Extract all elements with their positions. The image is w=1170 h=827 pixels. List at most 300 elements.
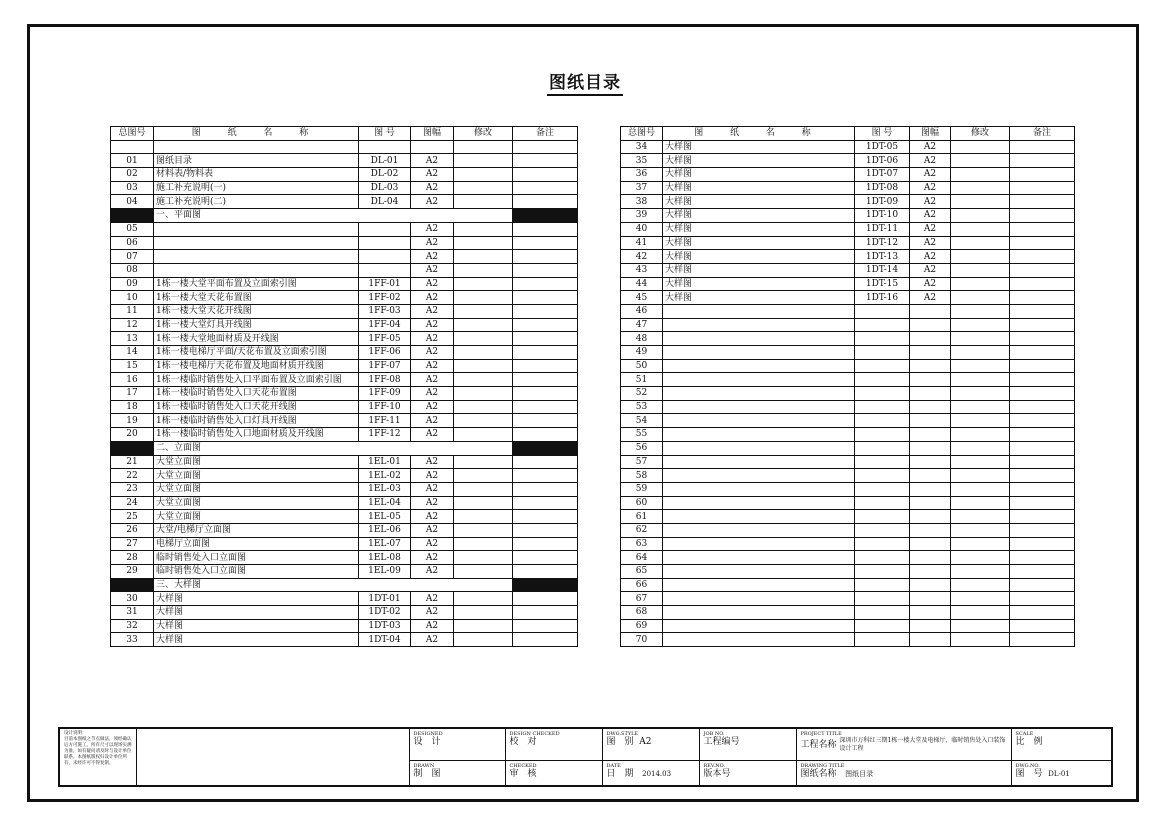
drawing-name: 1栋一楼大堂天花布置图 <box>154 291 359 305</box>
drawing-no: 30 <box>111 592 154 606</box>
drawing-rev <box>951 414 1010 428</box>
drawing-remark <box>513 496 578 510</box>
drawing-size: A2 <box>411 346 454 360</box>
section-marker <box>111 441 154 455</box>
drawing-rev <box>454 181 513 195</box>
drawing-name <box>154 263 359 277</box>
empty-cell <box>359 140 411 154</box>
page-title <box>0 68 1170 93</box>
drawing-remark <box>1010 510 1075 524</box>
project-title-line <box>801 737 1007 753</box>
drawing-code: DL-04 <box>359 195 411 209</box>
table-row <box>621 222 1075 236</box>
drawing-size: A2 <box>411 633 454 647</box>
table-row <box>621 510 1075 524</box>
drawing-name: 大样图 <box>663 277 855 291</box>
drawing-size: A2 <box>411 304 454 318</box>
drawing-code: 1EL-02 <box>359 469 411 483</box>
table-row <box>111 195 578 209</box>
drawing-size: A2 <box>411 482 454 496</box>
drawing-no: 48 <box>621 332 663 346</box>
drawing-rev <box>454 250 513 264</box>
drawing-name: 1栋一楼电梯厅平面/天花布置及立面索引图 <box>154 346 359 360</box>
drawing-name: 电梯厅立面图 <box>154 537 359 551</box>
drawing-no: 11 <box>111 304 154 318</box>
drawing-size <box>910 428 951 442</box>
drawing-no: 26 <box>111 523 154 537</box>
drawing-no: 16 <box>111 373 154 387</box>
drawing-rev <box>951 168 1010 182</box>
drawing-no: 49 <box>621 346 663 360</box>
drawing-no: 31 <box>111 606 154 620</box>
drawing-remark <box>1010 236 1075 250</box>
drawing-name: 大样图 <box>663 236 855 250</box>
drawing-name <box>663 496 855 510</box>
drawing-no: 57 <box>621 455 663 469</box>
drawing-size: A2 <box>411 565 454 579</box>
drawing-size: A2 <box>411 222 454 236</box>
table-row <box>111 304 578 318</box>
drawing-remark <box>1010 332 1075 346</box>
drawing-code: 1DT-15 <box>855 277 910 291</box>
table-row <box>621 195 1075 209</box>
scale-label: SCALE <box>1015 731 1034 737</box>
drawing-name: 1栋一楼大堂平面布置及立面索引图 <box>154 277 359 291</box>
drawing-rev <box>951 387 1010 401</box>
drawing-size: A2 <box>411 277 454 291</box>
section-name: 一、平面图 <box>154 209 513 223</box>
table-row <box>111 222 578 236</box>
drawing-code: 1DT-10 <box>855 209 910 223</box>
table-row <box>111 469 578 483</box>
drawing-rev <box>951 140 1010 154</box>
drawing-size <box>910 332 951 346</box>
drawing-rev <box>454 195 513 209</box>
drawing-no: 58 <box>621 469 663 483</box>
table-row <box>621 359 1075 373</box>
drawing-name <box>663 523 855 537</box>
table-row <box>111 291 578 305</box>
drawing-size: A2 <box>411 195 454 209</box>
drawing-code: 1FF-10 <box>359 400 411 414</box>
table-row <box>621 277 1075 291</box>
drawing-size <box>910 304 951 318</box>
drawing-remark <box>1010 346 1075 360</box>
drawing-no: 02 <box>111 168 154 182</box>
drawing-remark <box>513 277 578 291</box>
title-block <box>58 727 1113 787</box>
drawing-rev <box>951 250 1010 264</box>
drawing-no: 29 <box>111 565 154 579</box>
drawing-name: 图纸目录 <box>154 154 359 168</box>
table-row <box>621 537 1075 551</box>
table-row <box>111 181 578 195</box>
drawing-remark <box>1010 592 1075 606</box>
drawing-rev <box>454 373 513 387</box>
table-row <box>111 482 578 496</box>
drawing-name <box>663 373 855 387</box>
project-title-label: PROJECT TITLE <box>800 731 842 737</box>
table-row <box>621 619 1075 633</box>
drawing-name <box>663 469 855 483</box>
drawing-remark <box>1010 537 1075 551</box>
drawing-code: 1FF-11 <box>359 414 411 428</box>
table-row <box>111 428 578 442</box>
designed-label: DESIGNED <box>413 731 443 737</box>
drawing-code: 1FF-04 <box>359 318 411 332</box>
drawing-size: A2 <box>910 195 951 209</box>
drawing-name <box>663 346 855 360</box>
drawing-name: 大堂立面图 <box>154 469 359 483</box>
drawing-code: 1FF-09 <box>359 387 411 401</box>
drawing-remark <box>513 168 578 182</box>
drawing-no: 04 <box>111 195 154 209</box>
drawing-code: 1FF-03 <box>359 304 411 318</box>
drawing-code: 1EL-04 <box>359 496 411 510</box>
drawing-no: 38 <box>621 195 663 209</box>
drawing-name <box>663 441 855 455</box>
drawing-no: 19 <box>111 414 154 428</box>
drawing-size: A2 <box>411 592 454 606</box>
table-row <box>111 250 578 264</box>
drawing-rev <box>951 154 1010 168</box>
drawing-remark <box>513 304 578 318</box>
drawing-remark <box>513 619 578 633</box>
drawing-rev <box>454 400 513 414</box>
date-value: 日 期 <box>606 769 634 780</box>
date-cell <box>602 761 699 786</box>
drawing-code: 1DT-09 <box>855 195 910 209</box>
drawing-code <box>359 236 411 250</box>
drawing-remark <box>513 551 578 565</box>
drawing-code: DL-01 <box>359 154 411 168</box>
drawing-no: 08 <box>111 263 154 277</box>
drawing-size <box>910 565 951 579</box>
drawing-remark <box>1010 428 1075 442</box>
drawing-rev <box>951 578 1010 592</box>
drawing-size: A2 <box>411 414 454 428</box>
drawing-rev <box>951 359 1010 373</box>
drawing-size: A2 <box>910 168 951 182</box>
drawing-no: 05 <box>111 222 154 236</box>
drawing-remark <box>513 195 578 209</box>
drawing-code <box>855 359 910 373</box>
drawing-code: 1FF-01 <box>359 277 411 291</box>
drawing-code <box>855 304 910 318</box>
table-row <box>111 565 578 579</box>
drawing-remark <box>513 633 578 647</box>
table-row <box>111 633 578 647</box>
drawing-code: 1EL-09 <box>359 565 411 579</box>
drawing-code: 1DT-08 <box>855 181 910 195</box>
drawing-rev <box>951 209 1010 223</box>
drawing-size <box>910 633 951 647</box>
table-row <box>621 565 1075 579</box>
table-row <box>621 318 1075 332</box>
drawing-code <box>855 482 910 496</box>
drawing-size <box>910 346 951 360</box>
drawing-code <box>855 469 910 483</box>
drawing-name <box>663 578 855 592</box>
table-row <box>111 400 578 414</box>
drawing-name: 施工补充说明(一) <box>154 181 359 195</box>
drawing-name <box>663 400 855 414</box>
drawing-no: 44 <box>621 277 663 291</box>
drawing-code <box>359 250 411 264</box>
drawing-size: A2 <box>411 318 454 332</box>
drawing-size: A2 <box>910 140 951 154</box>
drawing-no: 56 <box>621 441 663 455</box>
project-name: 深圳市万科红三期1栋一楼大堂及电梯厅、临时销售处入口装饰设计工程 <box>839 737 1006 752</box>
drawing-no: 10 <box>111 291 154 305</box>
header-size: 图幅 <box>910 127 951 141</box>
drawing-name: 大堂立面图 <box>154 510 359 524</box>
table-row <box>621 633 1075 647</box>
table-row <box>621 209 1075 223</box>
empty-cell <box>454 140 513 154</box>
drawing-rev <box>951 222 1010 236</box>
drawing-name: 大样图 <box>154 592 359 606</box>
drawing-name: 大堂立面图 <box>154 482 359 496</box>
drawing-size <box>910 523 951 537</box>
drawing-name <box>663 414 855 428</box>
header-name <box>663 127 855 141</box>
drawing-remark <box>513 318 578 332</box>
drawing-size <box>910 482 951 496</box>
empty-cell <box>513 140 578 154</box>
drawing-no: 55 <box>621 428 663 442</box>
drawing-rev <box>454 414 513 428</box>
drawing-no: 35 <box>621 154 663 168</box>
section-marker <box>513 441 578 455</box>
drawing-size: A2 <box>411 606 454 620</box>
designed-value: 设 计 <box>413 737 441 747</box>
drawing-code: 1DT-01 <box>359 592 411 606</box>
drawing-remark <box>513 263 578 277</box>
table-row <box>111 455 578 469</box>
checked-label: CHECKED <box>509 763 537 770</box>
section-marker <box>111 209 154 223</box>
drawing-name <box>663 359 855 373</box>
drawing-code: 1DT-11 <box>855 222 910 236</box>
drawing-rev <box>951 606 1010 620</box>
drawing-remark <box>1010 168 1075 182</box>
project-title-value: 工程名称 <box>800 739 837 750</box>
table-row <box>621 140 1075 154</box>
drawing-code: 1EL-06 <box>359 523 411 537</box>
drawing-no: 61 <box>621 510 663 524</box>
drawing-remark <box>513 236 578 250</box>
drawing-code <box>855 565 910 579</box>
drawing-code: 1DT-07 <box>855 168 910 182</box>
design-checked-cell <box>505 728 602 761</box>
notes-cell <box>59 728 136 786</box>
drawing-size: A2 <box>910 277 951 291</box>
drawing-rev <box>951 291 1010 305</box>
dwg-style-line <box>607 738 695 747</box>
drawing-code <box>855 606 910 620</box>
drawing-remark <box>1010 606 1075 620</box>
table-row <box>111 373 578 387</box>
table-row <box>621 428 1075 442</box>
drawing-code <box>855 373 910 387</box>
table-row <box>621 154 1075 168</box>
table-row <box>621 304 1075 318</box>
drawing-code: 1DT-14 <box>855 263 910 277</box>
drawing-rev <box>454 346 513 360</box>
drawing-name: 材料表/物料表 <box>154 168 359 182</box>
table-row <box>621 496 1075 510</box>
drawing-size <box>910 359 951 373</box>
drawing-remark <box>1010 496 1075 510</box>
drawing-size <box>910 496 951 510</box>
drawing-code: 1DT-13 <box>855 250 910 264</box>
header-size: 图幅 <box>411 127 454 141</box>
drawing-size <box>910 578 951 592</box>
drawing-remark <box>513 565 578 579</box>
drawing-code <box>855 387 910 401</box>
empty-cell <box>111 140 154 154</box>
drawing-remark <box>513 606 578 620</box>
drawing-code: 1DT-03 <box>359 619 411 633</box>
drawing-size: A2 <box>910 209 951 223</box>
drawing-rev <box>454 606 513 620</box>
table-row <box>621 578 1075 592</box>
job-no-label: JOB NO. <box>703 731 725 737</box>
drawing-size: A2 <box>411 469 454 483</box>
section-marker <box>111 578 154 592</box>
drawing-name: 大样图 <box>663 263 855 277</box>
table-header-row <box>111 127 578 141</box>
drawing-remark <box>513 523 578 537</box>
drawing-remark <box>513 359 578 373</box>
drawing-size: A2 <box>411 168 454 182</box>
drawing-size: A2 <box>411 400 454 414</box>
date-line <box>607 770 695 779</box>
header-no: 总图号 <box>111 127 154 141</box>
drawing-rev <box>454 565 513 579</box>
drawing-remark <box>1010 373 1075 387</box>
drawing-rev <box>951 332 1010 346</box>
drawing-code <box>855 318 910 332</box>
dwg-no-value: 图 号 <box>1015 769 1043 780</box>
drawing-no: 52 <box>621 387 663 401</box>
drawing-rev <box>454 318 513 332</box>
table-row <box>111 523 578 537</box>
dwg-style-cell <box>602 728 699 761</box>
drawing-no: 69 <box>621 619 663 633</box>
drawing-no: 12 <box>111 318 154 332</box>
drawing-rev <box>454 537 513 551</box>
dwg-no: DL-01 <box>1048 770 1070 779</box>
drawing-rev <box>951 277 1010 291</box>
drawing-rev <box>454 455 513 469</box>
drawing-no: 39 <box>621 209 663 223</box>
drawing-code <box>855 578 910 592</box>
drawing-code <box>855 523 910 537</box>
drawing-rev <box>454 510 513 524</box>
drawing-remark <box>513 346 578 360</box>
table-row <box>111 346 578 360</box>
drawing-remark <box>1010 263 1075 277</box>
drawing-no: 46 <box>621 304 663 318</box>
job-no-cell <box>699 728 796 761</box>
drawing-code: 1DT-04 <box>359 633 411 647</box>
drawing-size: A2 <box>411 332 454 346</box>
drawing-code: 1DT-02 <box>359 606 411 620</box>
drawing-no: 54 <box>621 414 663 428</box>
drawing-list-table-right <box>620 126 1075 647</box>
table-row <box>621 250 1075 264</box>
drawing-size: A2 <box>910 250 951 264</box>
drawing-name <box>154 222 359 236</box>
table-row <box>111 277 578 291</box>
drawing-no: 09 <box>111 277 154 291</box>
drawing-rev <box>951 373 1010 387</box>
drawing-size <box>910 510 951 524</box>
drawing-remark <box>513 414 578 428</box>
drawing-no: 50 <box>621 359 663 373</box>
table-row <box>111 236 578 250</box>
table-row <box>621 592 1075 606</box>
drawing-remark <box>1010 291 1075 305</box>
drawing-size: A2 <box>411 291 454 305</box>
drawing-no: 66 <box>621 578 663 592</box>
drawing-rev <box>454 291 513 305</box>
drawing-remark <box>1010 387 1075 401</box>
drawing-rev <box>454 592 513 606</box>
drawing-remark <box>513 373 578 387</box>
drawing-rev <box>454 277 513 291</box>
drawing-remark <box>1010 181 1075 195</box>
table-row <box>111 592 578 606</box>
drawing-remark <box>1010 565 1075 579</box>
drawing-rev <box>454 482 513 496</box>
table-row <box>111 318 578 332</box>
drawing-name: 1栋一楼大堂天花开线图 <box>154 304 359 318</box>
drawing-no: 65 <box>621 565 663 579</box>
drawing-rev <box>951 318 1010 332</box>
drawing-no: 64 <box>621 551 663 565</box>
drawing-size <box>910 551 951 565</box>
header-name-text: 图 纸 名 称 <box>191 128 321 139</box>
drawing-no: 17 <box>111 387 154 401</box>
drawn-label: DRAWN <box>413 763 435 770</box>
drawing-size: A2 <box>411 551 454 565</box>
table-row <box>621 373 1075 387</box>
drawing-rev <box>454 551 513 565</box>
drawing-title-line <box>801 770 1007 779</box>
drawing-rev <box>454 428 513 442</box>
drawing-remark <box>513 428 578 442</box>
notes-title: 设计说明： <box>64 731 87 736</box>
drawing-no: 03 <box>111 181 154 195</box>
drawing-remark <box>513 222 578 236</box>
table-row <box>621 400 1075 414</box>
drawing-remark <box>513 387 578 401</box>
drawing-no: 15 <box>111 359 154 373</box>
drawing-size <box>910 414 951 428</box>
designed-cell <box>409 728 505 761</box>
drawing-no: 20 <box>111 428 154 442</box>
drawing-name: 大样图 <box>154 606 359 620</box>
drawing-name: 施工补充说明(二) <box>154 195 359 209</box>
drawing-name: 临时销售处入口立面图 <box>154 565 359 579</box>
header-no: 总图号 <box>621 127 663 141</box>
drawing-code <box>855 332 910 346</box>
drawing-no: 32 <box>111 619 154 633</box>
drawing-size: A2 <box>910 181 951 195</box>
